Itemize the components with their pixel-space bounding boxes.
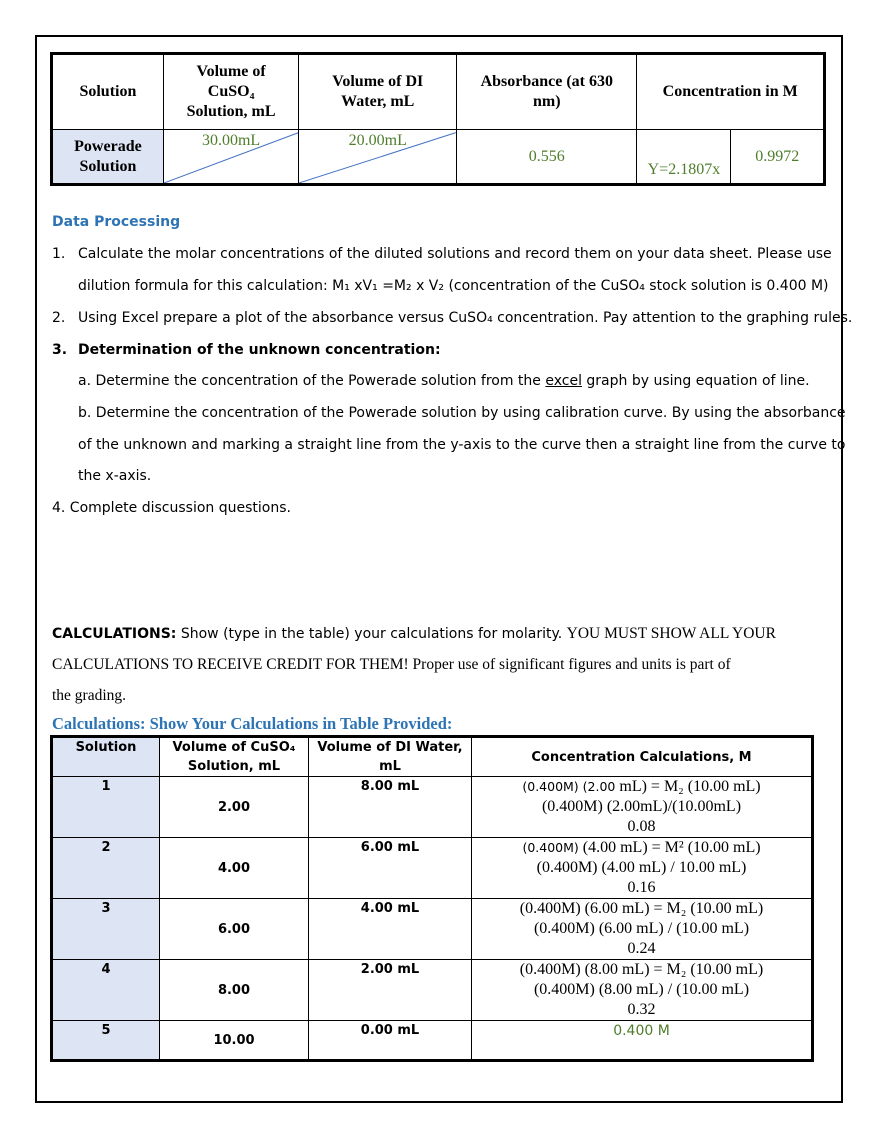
header-line: CuSO₄ — [207, 83, 255, 100]
calc-line: (0.400M) (6.00 mL) = M₂ (10.00 mL) — [519, 900, 764, 917]
step-text: Using Excel prepare a plot of the absorbance versus CuSO₄ concentration. Pay attention to the graphing rules. — [78, 310, 853, 326]
step-text: dilution formula for this calculation: M₁ xV₁ =M₂ x V₂ (concentration of the CuSO₄ stock solution is 0.400 M) — [78, 278, 829, 294]
calculations-label: CALCULATIONS: — [52, 626, 177, 642]
step-3b-end: the x-axis. — [78, 468, 152, 484]
powerade-water-value: 20.00mL — [348, 132, 407, 149]
table-row — [52, 1021, 813, 1061]
calc-line: (0.400M) (6.00 mL) / (10.00 mL) — [533, 920, 750, 937]
powerade-concentration: 0.9972 — [731, 130, 825, 185]
calc-part: (0.400M) (2.00 — [522, 779, 616, 794]
calc-result: 0.32 — [627, 1001, 656, 1018]
step-4: 4. Complete discussion questions. — [52, 500, 291, 516]
calc-result: 0.24 — [627, 940, 656, 957]
header-water-volume — [299, 54, 457, 130]
calc-line: (0.400M) (8.00 mL) = M₂ (10.00 mL) — [519, 961, 764, 978]
header-conc-calculations: Concentration Calculations, M — [472, 737, 813, 777]
powerade-absorbance: 0.556 — [457, 130, 637, 185]
water-volume: 4.00 mL — [309, 899, 472, 960]
header-solution: Solution — [52, 737, 160, 777]
step-text: a. Determine the concentration of the Powerade solution from the — [78, 373, 546, 389]
powerade-cuso4-value: 30.00mL — [201, 132, 261, 149]
calc-part: (0.400M) — [522, 840, 579, 855]
cuso4-volume: 6.00 — [160, 899, 309, 960]
step-2 — [52, 310, 852, 326]
step-text: Determination of the unknown concentration: — [78, 342, 441, 358]
concentration-calculation — [472, 899, 813, 960]
step-3b: b. Determine the concentration of the Powerade solution by using calibration curve. By using the absorbance — [78, 405, 846, 421]
calc-line: (0.400M) (4.00 mL) / 10.00 mL) — [536, 859, 747, 876]
header-water-volume: Volume of DI Water, mL — [309, 737, 472, 777]
step-3a — [78, 373, 810, 389]
water-volume: 2.00 mL — [309, 960, 472, 1021]
calculations-note-line-1 — [52, 625, 776, 643]
table-row — [52, 960, 813, 1021]
powerade-data-table — [50, 52, 826, 186]
header-line: Absorbance (at 630 — [480, 73, 613, 90]
concentration-calculation — [472, 838, 813, 899]
step-1-continued — [52, 278, 829, 294]
powerade-water-cell — [299, 130, 457, 185]
header-line: Solution, mL — [186, 103, 276, 120]
header-line: Volume of CuSO₄ — [172, 740, 296, 755]
excel-link: excel — [545, 373, 582, 389]
water-volume: 0.00 mL — [309, 1021, 472, 1061]
calc-result: 0.08 — [627, 818, 656, 835]
header-solution: Solution — [52, 54, 164, 130]
concentration-calculation — [472, 777, 813, 838]
data-processing-title: Data Processing — [52, 214, 181, 230]
step-text: Calculate the molar concentrations of the diluted solutions and record them on your data sheet. Please use — [78, 246, 832, 262]
calc-table-title: Calculations: Show Your Calculations in Table Provided: — [52, 714, 453, 733]
cuso4-volume: 2.00 — [160, 777, 309, 838]
powerade-equation: Y=2.1807x — [637, 130, 731, 185]
row-label-line: Powerade — [74, 137, 142, 155]
step-number: 3. — [52, 342, 68, 358]
header-concentration: Concentration in M — [637, 54, 825, 130]
calc-result: 0.16 — [627, 879, 656, 896]
calc-part: mL) = M₂ (10.00 mL) — [615, 778, 761, 795]
note-text: Show (type in the table) your calculations for molarity. — [176, 626, 567, 642]
powerade-cuso4-cell — [163, 130, 299, 185]
solution-number: 1 — [52, 777, 160, 838]
header-absorbance — [457, 54, 637, 130]
concentration-calculation — [472, 1021, 813, 1061]
solution-number: 2 — [52, 838, 160, 899]
note-text: YOU MUST SHOW ALL YOUR — [566, 625, 776, 642]
calc-line: (0.400M) (8.00 mL) / (10.00 mL) — [533, 981, 750, 998]
calc-line: (0.400M) (2.00mL)/(10.00mL) — [541, 798, 742, 815]
table-row — [52, 777, 813, 838]
final-concentration: 0.400 M — [613, 1023, 670, 1039]
solution-number: 5 — [52, 1021, 160, 1061]
table-row — [52, 838, 813, 899]
table-row — [52, 899, 813, 960]
water-volume: 8.00 mL — [309, 777, 472, 838]
cuso4-volume: 10.00 — [160, 1021, 309, 1061]
concentration-calculation — [472, 960, 813, 1021]
solution-number: 4 — [52, 960, 160, 1021]
header-line: Volume of — [196, 63, 266, 80]
cuso4-volume: 8.00 — [160, 960, 309, 1021]
step-number: 1. — [52, 246, 66, 262]
powerade-row-label — [52, 130, 164, 185]
header-cuso4-volume — [163, 54, 299, 130]
header-line: nm) — [533, 93, 561, 110]
solution-number: 3 — [52, 899, 160, 960]
header-line: Volume of DI — [332, 73, 424, 90]
water-volume: 6.00 mL — [309, 838, 472, 899]
header-line: Water, mL — [341, 93, 415, 110]
cuso4-volume: 4.00 — [160, 838, 309, 899]
calculations-table — [50, 735, 814, 1062]
step-3 — [52, 342, 441, 358]
step-number: 2. — [52, 310, 66, 326]
row-label-line: Solution — [79, 157, 137, 175]
step-3b-continued: of the unknown and marking a straight line from the y-axis to the curve then a straight line from the curve to — [78, 437, 846, 453]
header-cuso4-volume — [160, 737, 309, 777]
header-line: Solution, mL — [187, 759, 281, 774]
step-text: graph by using equation of line. — [581, 373, 810, 389]
step-1 — [52, 246, 832, 262]
calc-line — [472, 838, 811, 858]
calc-line — [472, 777, 811, 797]
calc-part: (4.00 mL) = M² (10.00 mL) — [578, 839, 761, 856]
calculations-note-line-2: CALCULATIONS TO RECEIVE CREDIT FOR THEM! Proper use of significant figures and units is part of — [52, 656, 731, 673]
calculations-note-line-3: the grading. — [52, 687, 127, 704]
